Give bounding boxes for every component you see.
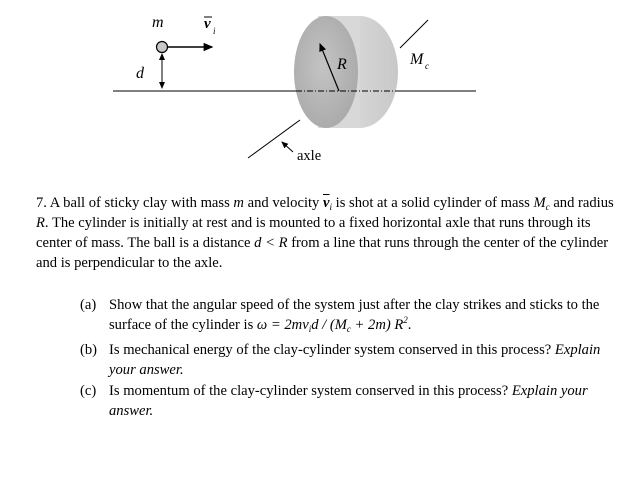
part-a-formula — [257, 317, 408, 333]
mass-label: m — [152, 14, 164, 31]
cylinder-mass-sub: c — [425, 61, 429, 71]
formula-mid: d / (M — [311, 317, 347, 333]
part-c-emphasis: Explain your answer. — [109, 383, 588, 419]
velocity-sub-label: i — [213, 26, 216, 36]
text-shot: is shot at a solid cylinder of mass — [335, 195, 530, 211]
math-Mc: M — [533, 195, 546, 211]
axle-line-lower — [248, 120, 300, 158]
distance-label: d — [136, 65, 144, 82]
text-and-velocity: and velocity — [247, 195, 320, 211]
part-b-label: (b) — [80, 342, 98, 358]
formula-start: ω = 2mv — [256, 317, 309, 333]
math-v: $\overline{v}$ — [323, 195, 330, 211]
problem-intro: A ball of sticky clay with mass — [49, 195, 230, 211]
math-Mc-sub: c — [545, 202, 550, 212]
part-a-text: Show that the angular speed of the system just after the clay strikes and sticks to the surface of the cylinder is — [109, 297, 600, 333]
formula-end: + 2m) R — [350, 317, 404, 333]
radius-label: R — [337, 56, 347, 73]
problem-parts — [80, 295, 620, 421]
text-end: from a line that runs through the center of the cylinder and is perpendicular to the axle. — [36, 235, 609, 271]
formula-sub: i — [308, 324, 312, 334]
axle-label: axle — [297, 148, 322, 164]
part-b-emphasis: Explain your answer. — [109, 342, 601, 378]
cylinder-face — [294, 16, 358, 128]
problem-number: 7. — [36, 195, 47, 211]
part-c-text: Is momentum of the clay-cylinder system conserved in this process? — [109, 383, 509, 399]
part-a-label: (a) — [80, 297, 97, 313]
part-c-label: (c) — [80, 383, 97, 399]
problem-statement — [36, 193, 621, 273]
cylinder-figure — [0, 0, 628, 180]
part-c — [80, 381, 620, 421]
problem-text — [36, 193, 621, 273]
part-b — [80, 340, 620, 380]
formula-sub2: c — [346, 324, 351, 334]
formula-tail: . — [407, 317, 412, 333]
part-a — [80, 295, 620, 335]
clay-ball — [157, 42, 168, 53]
part-b-text: Is mechanical energy of the clay-cylinder system conserved in this process? — [109, 342, 552, 358]
formula-sup: 2 — [403, 315, 408, 325]
math-v-sub: i — [329, 202, 333, 212]
math-m: m — [233, 195, 244, 211]
axle-pointer — [282, 142, 293, 152]
axle-line-upper — [400, 20, 428, 48]
cylinder-mass-label: M — [410, 51, 424, 68]
text-rest: . The cylinder is initially at rest and is mounted to a fixed horizontal axle that runs through its center of mass. The ball is a distance — [36, 215, 591, 251]
text-and-radius: and radius — [553, 195, 614, 211]
math-R: R — [36, 215, 45, 231]
velocity-label: v — [204, 16, 211, 32]
math-d-lt-R: d < R — [254, 235, 288, 251]
